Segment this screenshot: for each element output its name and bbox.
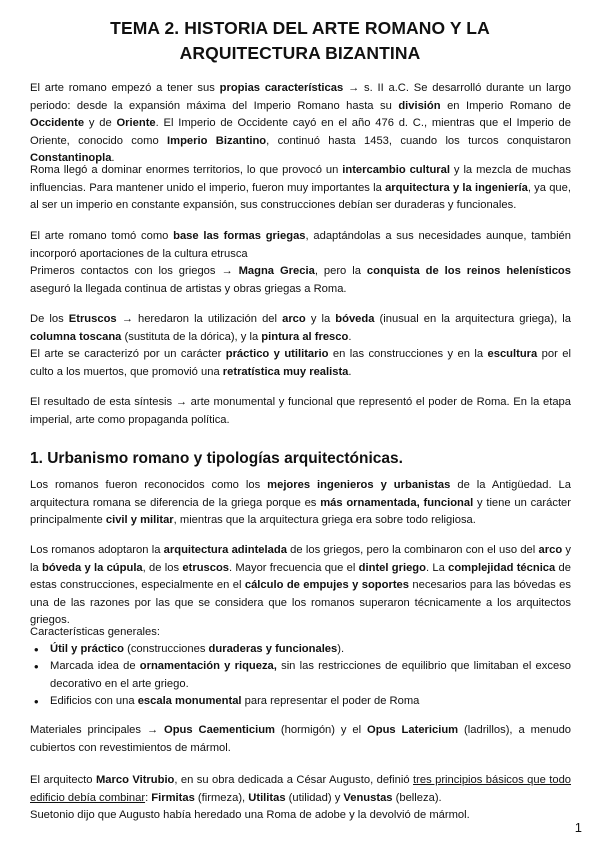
paragraph-formas-griegas: El arte romano tomó como base las formas griegas, adaptándolas a sus necesidades aunque, también incorporó aportaciones de la cultura etrusca Primeros contactos con los griegos → Magna Grecia, pero la conquista de los reinos helenísticos aseguró la llegada continua de artistas y obras griegas a Roma. <box>30 230 571 295</box>
page-title-line-2: ARQUITECTURA BIZANTINA <box>179 43 421 63</box>
paragraph-etruscos: De los Etruscos → heredaron la utilización del arco y la bóveda (inusual en la arquitectura griega), la columna toscana (sustituta de la dórica), y la pintura al fresco. El arte se caracterizó por un carácter práctico y utilitario en las construcciones y en la escultura por el culto a los muertos, que promovió una retratística muy realista. <box>30 313 571 378</box>
paragraph-roma-dominio: Roma llegó a dominar enormes territorios, lo que provocó un intercambio cultural y la mezcla de muchas influencias. Para mantener unido el imperio, fueron muy importantes la arquitectura y la ingeniería, ya que, al ser un imperio en constante expansión, sus construcciones debían ser duraderas y funcionales. <box>30 164 571 212</box>
paragraph-intro: El arte romano empezó a tener sus propias características → s. II a.C. Se desarrolló durante un largo periodo: desde la expansión máxima del Imperio Romano hasta su división en Imperio Romano de Occidente y de Oriente. El Imperio de Occidente cayó en el año 476 d. C., mientras que el Imperio de Oriente, conocido como Imperio Bizantino, continuó hasta 1453, cuando los turcos conquistaron Constantinopla. <box>30 82 572 165</box>
list-item: • Marcada idea de ornamentación y riqueza, sin las restricciones de equilibrio que limitaban el exceso decorativo en el arte griego. <box>34 658 571 693</box>
paragraph-arquitectura-adintelada: Los romanos adoptaron la arquitectura adintelada de los griegos, pero la combinaron con el uso del arco y la bóveda y la cúpula, de los etruscos. Mayor frecuencia que el dintel griego. La complejidad técnica de estas construcciones, especialmente en el cálculo de empujes y soportes necesarios para las bóvedas es una de las razones por las que se considera que los romanos superaron técnicamente a los arquitectos griegos. <box>30 544 572 627</box>
paragraph-materiales: Materiales principales → Opus Caementicium (hormigón) y el Opus Latericium (ladrillos), a menudo cubiertos con revestimientos de mármol. <box>30 724 572 754</box>
list-item: • Edificios con una escala monumental para representar el poder de Roma <box>34 693 571 710</box>
characteristics-list <box>34 641 571 711</box>
page-number: 1 <box>574 820 582 835</box>
paragraph-vitrubio: El arquitecto Marco Vitrubio, en su obra dedicada a César Augusto, definió tres principios básicos que todo edificio debía combinar: Firmitas (firmeza), Utilitas (utilidad) y Venustas (belleza). Suetonio dijo que Augusto había heredado una Roma de adobe y la devolvió de mármol. <box>30 774 572 822</box>
page-title-line-1: TEMA 2. HISTORIA DEL ARTE ROMANO Y LA <box>110 18 490 38</box>
paragraph-ingenieros: Los romanos fueron reconocidos como los mejores ingenieros y urbanistas de la Antigüedad. La arquitectura romana se diferencia de la griega porque es más ornamentada, funcional y tiene un carácter principalmente civil y militar, mientras que la arquitectura griega era sobre todo religiosa. <box>30 479 571 527</box>
paragraph-sintesis: El resultado de esta síntesis → arte monumental y funcional que representó el poder de Roma. En la etapa imperial, arte como propaganda política. <box>30 396 571 426</box>
characteristics-label: Características generales: <box>30 626 160 638</box>
list-item: • Útil y práctico (construcciones duraderas y funcionales). <box>34 641 571 658</box>
section-heading-urbanismo: 1. Urbanismo romano y tipologías arquitectónicas. <box>30 450 403 467</box>
